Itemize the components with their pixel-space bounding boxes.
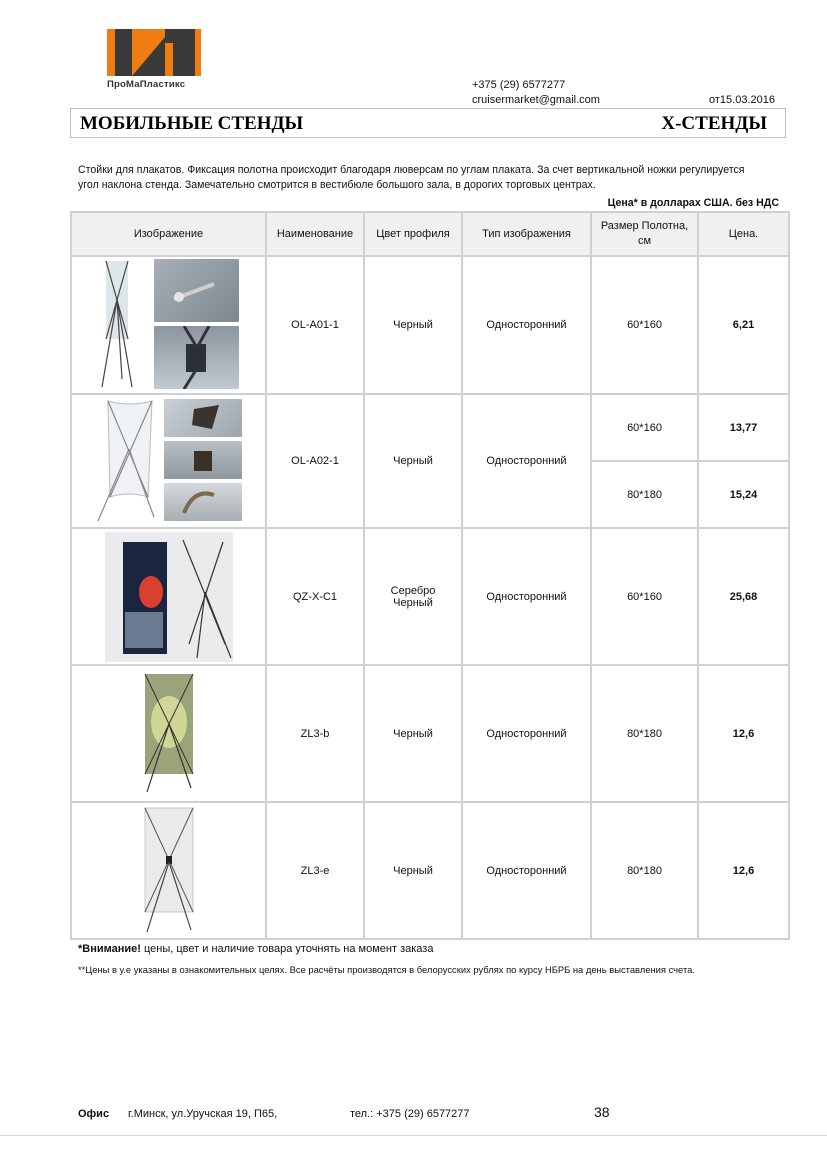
document-date: от15.03.2016 (709, 94, 775, 106)
header-price: Цена. (698, 212, 789, 256)
color-line-2: Черный (393, 596, 433, 609)
page-number: 38 (594, 1104, 610, 1120)
table-row (71, 802, 789, 939)
header-size: Размер Полотна, см (591, 212, 698, 256)
company-logo (107, 29, 201, 91)
product-price: 15,24 (698, 461, 789, 528)
detail-photo-bottom (164, 483, 242, 521)
xstand-photo-icon (141, 806, 197, 936)
joint-icon (154, 326, 239, 389)
product-name: OL-A01-1 (266, 256, 364, 394)
product-type: Односторонний (462, 528, 591, 665)
header-image: Изображение (71, 212, 266, 256)
xstand-photo-icon (105, 532, 233, 662)
product-image (141, 672, 197, 796)
color-line-1: Серебро (390, 584, 436, 597)
xstand-photo-icon (94, 259, 142, 391)
product-name: OL-A02-1 (266, 394, 364, 528)
header-type: Тип изображения (462, 212, 591, 256)
product-name: QZ-X-C1 (266, 528, 364, 665)
product-price: 6,21 (698, 256, 789, 394)
hook-icon (164, 483, 242, 521)
product-image-cell (71, 665, 266, 802)
product-image (141, 806, 197, 936)
price-note: Цена* в долларах США. без НДС (607, 197, 779, 209)
product-color (364, 528, 462, 665)
attention-note (78, 943, 433, 955)
product-name: ZL3-b (266, 665, 364, 802)
product-color: Черный (364, 394, 462, 528)
logo-mark-icon (107, 29, 201, 76)
product-size: 80*180 (591, 802, 698, 939)
product-price: 25,68 (698, 528, 789, 665)
detail-photo-top (164, 399, 242, 437)
contact-email: cruisermarket@gmail.com (472, 94, 600, 106)
product-name: ZL3-e (266, 802, 364, 939)
table-row (71, 528, 789, 665)
footer-divider (0, 1135, 827, 1136)
product-type: Односторонний (462, 802, 591, 939)
product-price: 13,77 (698, 394, 789, 461)
product-color: Черный (364, 256, 462, 394)
xstand-photo-icon (94, 397, 156, 525)
detail-photo-joint (154, 326, 239, 389)
product-image-cell (71, 802, 266, 939)
footer-phone: тел.: +375 (29) 6577277 (350, 1108, 470, 1120)
header-color: Цвет профиля (364, 212, 462, 256)
product-image (94, 397, 244, 525)
product-type: Односторонний (462, 665, 591, 802)
company-name: ПроМаПластикс (107, 79, 186, 90)
header-name: Наименование (266, 212, 364, 256)
product-image-cell (71, 256, 266, 394)
product-size: 60*160 (591, 528, 698, 665)
product-size: 80*180 (591, 665, 698, 802)
product-price: 12,6 (698, 665, 789, 802)
detail-photo-grommet (154, 259, 239, 322)
detail-photo-mid (164, 441, 242, 479)
attention-text: цены, цвет и наличие товара уточнять на момент заказа (140, 943, 434, 955)
clamp-icon (164, 399, 242, 437)
section-title-bar (70, 108, 786, 138)
product-size: 60*160 (591, 256, 698, 394)
grommet-icon (154, 259, 239, 322)
product-image (94, 259, 244, 391)
xstand-photo-icon (141, 672, 197, 796)
product-image-cell (71, 394, 266, 528)
footer-address: г.Минск, ул.Уручская 19, П65, (128, 1108, 278, 1120)
product-image (105, 532, 233, 662)
bracket-icon (164, 441, 242, 479)
table-row (71, 256, 789, 394)
contact-phone: +375 (29) 6577277 (472, 79, 566, 91)
table-row (71, 665, 789, 802)
product-table (70, 211, 790, 940)
price-disclaimer: **Цены в у.е указаны в ознакомительных целях. Все расчёты производятся в белорусских рублях по курсу НБРБ на день выставления счета. (78, 964, 695, 975)
section-title: МОБИЛЬНЫЕ СТЕНДЫ (80, 113, 304, 134)
product-type: Односторонний (462, 256, 591, 394)
product-image-cell (71, 528, 266, 665)
product-type: Односторонний (462, 394, 591, 528)
intro-text: Стойки для плакатов. Фиксация полотна происходит благодаря люверсам по углам плаката. За счет вертикальной ножки регулируется угол наклона стенда. Замечательно смотрится в вестибюле большого зала, в дорогих торговых центрах. (78, 164, 745, 191)
table-row (71, 394, 789, 461)
product-size: 80*180 (591, 461, 698, 528)
product-color: Черный (364, 802, 462, 939)
category-title: Х-СТЕНДЫ (661, 113, 767, 134)
table-header-row (71, 212, 789, 256)
attention-label: *Внимание! (78, 943, 141, 955)
product-color: Черный (364, 665, 462, 802)
product-size: 60*160 (591, 394, 698, 461)
footer-office-label: Офис (78, 1108, 110, 1120)
product-price: 12,6 (698, 802, 789, 939)
